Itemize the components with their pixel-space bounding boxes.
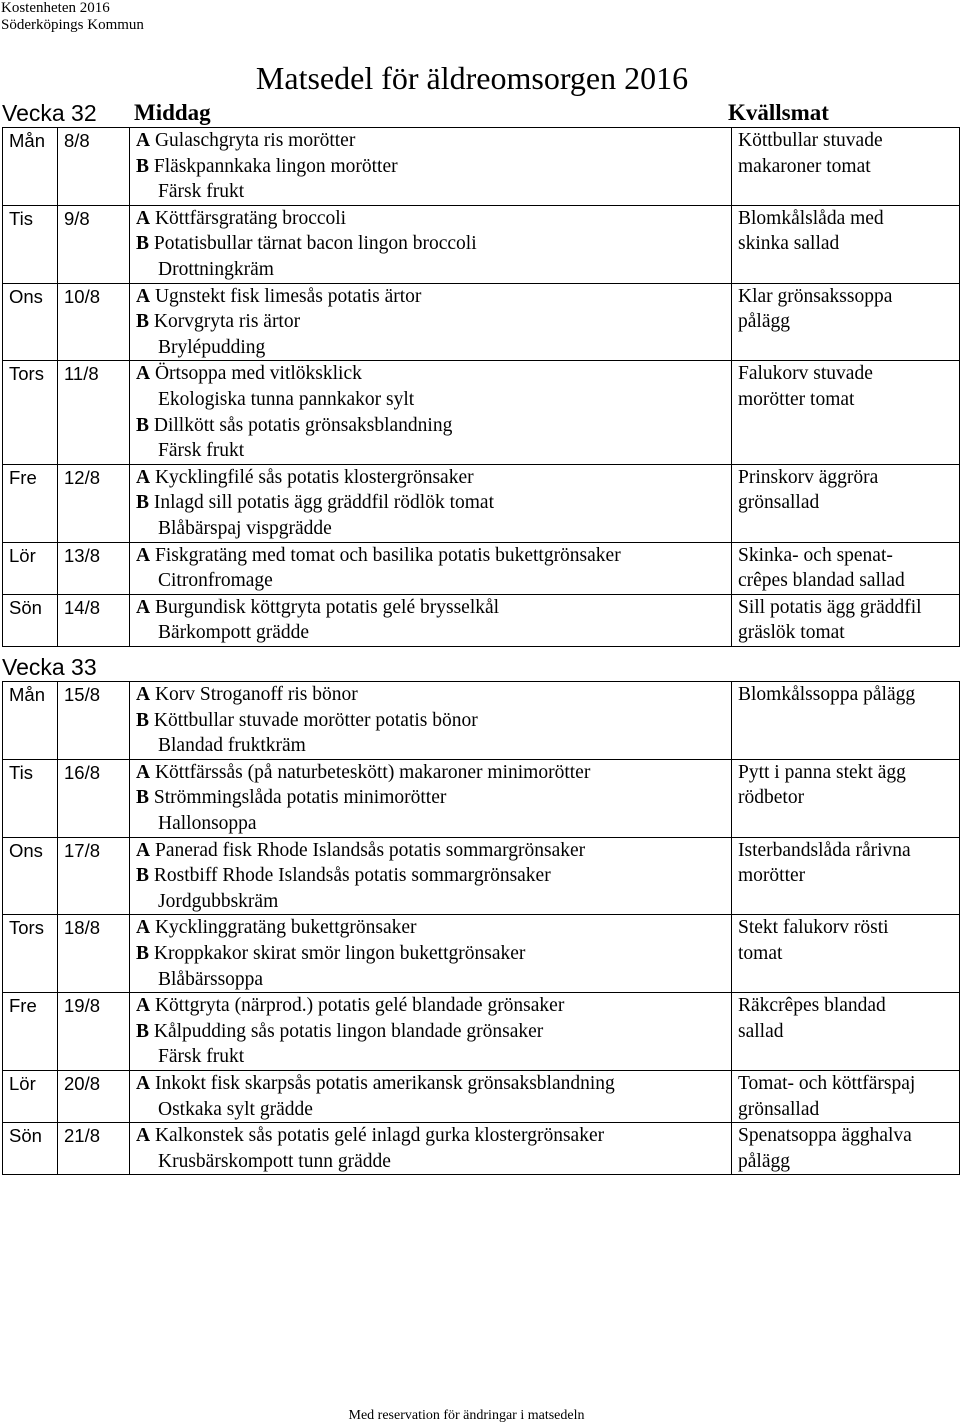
date-cell: 17/8 <box>58 837 130 915</box>
dish-text: Kycklingfilé sås potatis klostergrönsaker <box>154 466 474 488</box>
evening-cell <box>732 682 960 760</box>
evening-cell <box>732 128 960 206</box>
dish-text: Panerad fisk Rhode Islandsås potatis sommargrönsaker <box>154 839 586 861</box>
dish-text: Potatisbullar tärnat bacon lingon broccoli <box>153 233 477 255</box>
menu-row <box>3 283 960 361</box>
menu-row <box>3 1070 960 1122</box>
menu-row <box>3 759 960 837</box>
dish-option-label: A <box>136 917 151 939</box>
evening-cell <box>732 205 960 283</box>
day-cell: Lör <box>3 1070 58 1122</box>
lunch-cell <box>130 1123 732 1175</box>
lunch-cell <box>130 464 732 542</box>
dish-line <box>136 785 731 811</box>
dish-line <box>136 1149 731 1175</box>
evening-cell <box>732 993 960 1071</box>
dish-line <box>136 465 731 491</box>
dish-option-label: B <box>136 155 150 177</box>
lunch-cell <box>130 837 732 915</box>
day-cell: Tors <box>3 915 58 993</box>
evening-cell <box>732 837 960 915</box>
menu-row <box>3 128 960 206</box>
dish-text: Korvgryta ris ärtor <box>153 311 301 333</box>
evening-line: Pytt i panna stekt ägg <box>738 761 906 783</box>
dish-line <box>136 1044 731 1070</box>
dish-line <box>136 284 731 310</box>
menu-row <box>3 361 960 464</box>
dish-line <box>136 154 731 180</box>
evening-line: sallad <box>738 1020 784 1042</box>
dish-option-label: A <box>136 839 151 861</box>
date-cell: 18/8 <box>58 915 130 993</box>
menu-row <box>3 993 960 1071</box>
dish-line <box>136 206 731 232</box>
evening-line: Tomat- och köttfärspaj <box>738 1072 916 1094</box>
lunch-cell <box>130 915 732 993</box>
menu-row <box>3 464 960 542</box>
dish-option-label: A <box>136 363 151 385</box>
dish-text: Fläskpannkaka lingon morötter <box>153 155 398 177</box>
day-cell: Sön <box>3 594 58 646</box>
dish-line <box>136 993 731 1019</box>
lunch-cell <box>130 993 732 1071</box>
dish-text: Köttfärsgratäng broccoli <box>154 207 347 229</box>
dish-line <box>136 543 731 569</box>
evening-line: grönsallad <box>738 492 820 514</box>
day-cell: Ons <box>3 837 58 915</box>
date-cell: 21/8 <box>58 1123 130 1175</box>
week-header <box>0 100 960 126</box>
dish-text: Strömmingslåda potatis minimorötter <box>153 787 447 809</box>
date-cell: 15/8 <box>58 682 130 760</box>
evening-line: crêpes blandad sallad <box>738 570 905 592</box>
day-cell: Mån <box>3 128 58 206</box>
dish-text: Örtsoppa med vitlöksklick <box>154 363 362 385</box>
dish-line <box>136 941 731 967</box>
dish-line <box>136 335 731 361</box>
dish-text: Inlagd sill potatis ägg gräddfil rödlök tomat <box>153 492 494 514</box>
day-cell: Mån <box>3 682 58 760</box>
lunch-cell <box>130 128 732 206</box>
evening-cell <box>732 594 960 646</box>
dish-text: Köttgryta (närprod.) potatis gelé blandade grönsaker <box>154 995 565 1017</box>
evening-cell <box>732 759 960 837</box>
day-cell: Ons <box>3 283 58 361</box>
dish-text: Ekologiska tunna pannkakor sylt <box>158 388 415 410</box>
dish-text: Citronfromage <box>158 570 273 592</box>
dish-text: Kycklinggratäng bukettgrönsaker <box>154 917 417 939</box>
evening-line: grönsallad <box>738 1098 820 1120</box>
evening-cell <box>732 361 960 464</box>
dish-text: Burgundisk köttgryta potatis gelé brysselkål <box>154 596 500 618</box>
dish-option-label: A <box>136 995 151 1017</box>
dish-line <box>136 1019 731 1045</box>
day-cell: Lör <box>3 542 58 594</box>
evening-line: Räkcrêpes blandad <box>738 995 886 1017</box>
dish-text: Korv Stroganoff ris bönor <box>154 684 358 705</box>
day-cell: Fre <box>3 464 58 542</box>
dish-line <box>136 568 731 594</box>
dish-text: Kalkonstek sås potatis gelé inlagd gurka klostergrönsaker <box>154 1125 605 1147</box>
menu-row <box>3 542 960 594</box>
date-cell: 20/8 <box>58 1070 130 1122</box>
dish-option-label: B <box>136 492 150 514</box>
page-title: Matsedel för äldreomsorgen 2016 <box>255 60 689 96</box>
dish-option-label: B <box>136 709 150 731</box>
menu-row <box>3 1123 960 1175</box>
dish-text: Ugnstekt fisk limesås potatis ärtor <box>154 285 422 307</box>
dish-line <box>136 231 731 257</box>
dish-line <box>136 760 731 786</box>
date-cell: 19/8 <box>58 993 130 1071</box>
evening-line: Sill potatis ägg gräddfil <box>738 596 922 618</box>
evening-line: rödbetor <box>738 787 805 809</box>
dish-option-label: A <box>136 285 151 307</box>
dish-line <box>136 179 731 205</box>
lunch-cell <box>130 759 732 837</box>
day-cell: Sön <box>3 1123 58 1175</box>
dish-text: Jordgubbskräm <box>158 890 279 912</box>
evening-line: Blomkålslåda med <box>738 207 884 229</box>
dish-option-label: A <box>136 466 151 488</box>
dish-text: Kroppkakor skirat smör lingon bukettgrönsaker <box>153 942 526 964</box>
dish-option-label: A <box>136 761 151 783</box>
dish-line <box>136 413 731 439</box>
evening-line: Klar grönsakssoppa <box>738 285 893 307</box>
dish-line <box>136 811 731 837</box>
date-cell: 16/8 <box>58 759 130 837</box>
evening-line: Köttbullar stuvade <box>738 130 883 151</box>
evening-line: skinka sallad <box>738 233 840 255</box>
evening-line: tomat <box>738 942 783 964</box>
dish-option-label: B <box>136 1020 150 1042</box>
dish-option-label: B <box>136 311 150 333</box>
date-cell: 9/8 <box>58 205 130 283</box>
dish-text: Brylépudding <box>158 336 266 358</box>
dish-text: Färsk frukt <box>158 181 245 203</box>
dish-option-label: A <box>136 596 151 618</box>
evening-line: Spenatsoppa ägghalva <box>738 1125 912 1147</box>
evening-cell <box>732 1123 960 1175</box>
header-line-1: Kostenheten 2016 <box>1 0 110 16</box>
day-cell: Tis <box>3 759 58 837</box>
dish-line <box>136 915 731 941</box>
dish-line <box>136 387 731 413</box>
date-cell: 10/8 <box>58 283 130 361</box>
dish-text: Rostbiff Rhode Islandsås potatis sommargrönsaker <box>153 865 551 887</box>
dish-line <box>136 889 731 915</box>
dish-option-label: B <box>136 942 150 964</box>
dish-text: Fiskgratäng med tomat och basilika potatis bukettgrönsaker <box>154 544 621 566</box>
dish-text: Färsk frukt <box>158 440 245 462</box>
evening-line: Isterbandslåda rårivna <box>738 839 911 861</box>
dish-line <box>136 863 731 889</box>
dish-option-label: B <box>136 865 150 887</box>
evening-cell <box>732 283 960 361</box>
header-line-2: Söderköpings Kommun <box>1 17 144 33</box>
dish-option-label: A <box>136 684 151 705</box>
dish-line <box>136 733 731 759</box>
dish-text: Hallonsoppa <box>158 812 257 834</box>
column-header-lunch: Middag <box>134 100 211 125</box>
evening-cell <box>732 1070 960 1122</box>
dish-line <box>136 490 731 516</box>
dish-text: Bärkompott grädde <box>158 622 310 644</box>
dish-text: Gulaschgryta ris morötter <box>154 130 356 151</box>
evening-line: gräslök tomat <box>738 622 845 644</box>
dish-option-label: B <box>136 787 150 809</box>
dish-text: Blåbärssoppa <box>158 968 264 990</box>
evening-line: morötter tomat <box>738 388 855 410</box>
dish-line <box>136 516 731 542</box>
date-cell: 14/8 <box>58 594 130 646</box>
dish-line <box>136 838 731 864</box>
footer-note: Med reservation för ändringar i matsedeln <box>348 1408 585 1423</box>
dish-option-label: B <box>136 233 150 255</box>
dish-text: Krusbärskompott tunn grädde <box>158 1150 391 1172</box>
dish-line <box>136 682 731 708</box>
evening-cell <box>732 542 960 594</box>
dish-option-label: B <box>136 414 150 436</box>
menu-row <box>3 205 960 283</box>
dish-text: Köttfärssås (på naturbeteskött) makaroner minimorötter <box>154 761 591 783</box>
menu-row <box>3 682 960 760</box>
dish-line <box>136 1097 731 1123</box>
evening-line: morötter <box>738 865 806 887</box>
menu-row <box>3 915 960 993</box>
dish-text: Färsk frukt <box>158 1046 245 1068</box>
evening-cell <box>732 464 960 542</box>
dish-option-label: A <box>136 207 151 229</box>
day-cell: Fre <box>3 993 58 1071</box>
evening-line: Stekt falukorv rösti <box>738 917 889 939</box>
week-label: Vecka 32 <box>2 100 97 126</box>
dish-option-label: A <box>136 1072 151 1094</box>
evening-line: Skinka- och spenat- <box>738 544 893 566</box>
date-cell: 13/8 <box>58 542 130 594</box>
dish-option-label: A <box>136 1125 151 1147</box>
dish-text: Blåbärspaj vispgrädde <box>158 517 332 539</box>
lunch-cell <box>130 283 732 361</box>
evening-line: Falukorv stuvade <box>738 363 873 385</box>
week-header <box>0 654 960 680</box>
evening-line: makaroner tomat <box>738 155 871 177</box>
lunch-cell <box>130 682 732 760</box>
dish-text: Inkokt fisk skarpsås potatis amerikansk grönsaksblandning <box>154 1072 615 1094</box>
week-label: Vecka 33 <box>2 654 97 680</box>
dish-line <box>136 967 731 993</box>
date-cell: 12/8 <box>58 464 130 542</box>
dish-line <box>136 708 731 734</box>
evening-line: Prinskorv äggröra <box>738 466 879 488</box>
dish-text: Ostkaka sylt grädde <box>158 1098 313 1120</box>
evening-line: Blomkålssoppa pålägg <box>738 684 916 705</box>
dish-line <box>136 1123 731 1149</box>
evening-line: pålägg <box>738 1150 790 1172</box>
evening-cell <box>732 915 960 993</box>
dish-option-label: A <box>136 544 151 566</box>
dish-text: Drottningkräm <box>158 258 274 280</box>
lunch-cell <box>130 1070 732 1122</box>
dish-line <box>136 257 731 283</box>
evening-line: pålägg <box>738 311 790 333</box>
dish-line <box>136 1071 731 1097</box>
dish-line <box>136 309 731 335</box>
lunch-cell <box>130 361 732 464</box>
dish-text: Blandad fruktkräm <box>158 735 306 757</box>
column-header-evening: Kvällsmat <box>728 100 829 125</box>
lunch-cell <box>130 594 732 646</box>
dish-line <box>136 361 731 387</box>
menu-table-week-33 <box>2 681 960 1175</box>
dish-option-label: A <box>136 130 151 151</box>
date-cell: 8/8 <box>58 128 130 206</box>
lunch-cell <box>130 542 732 594</box>
dish-text: Dillkött sås potatis grönsaksblandning <box>153 414 453 436</box>
dish-line <box>136 128 731 154</box>
dish-line <box>136 595 731 621</box>
dish-line <box>136 438 731 464</box>
day-cell: Tors <box>3 361 58 464</box>
menu-row <box>3 837 960 915</box>
menu-table-week-32 <box>2 127 960 647</box>
menu-row <box>3 594 960 646</box>
dish-text: Kålpudding sås potatis lingon blandade grönsaker <box>153 1020 544 1042</box>
dish-line <box>136 620 731 646</box>
lunch-cell <box>130 205 732 283</box>
day-cell: Tis <box>3 205 58 283</box>
dish-text: Köttbullar stuvade morötter potatis bönor <box>153 709 478 731</box>
date-cell: 11/8 <box>58 361 130 464</box>
